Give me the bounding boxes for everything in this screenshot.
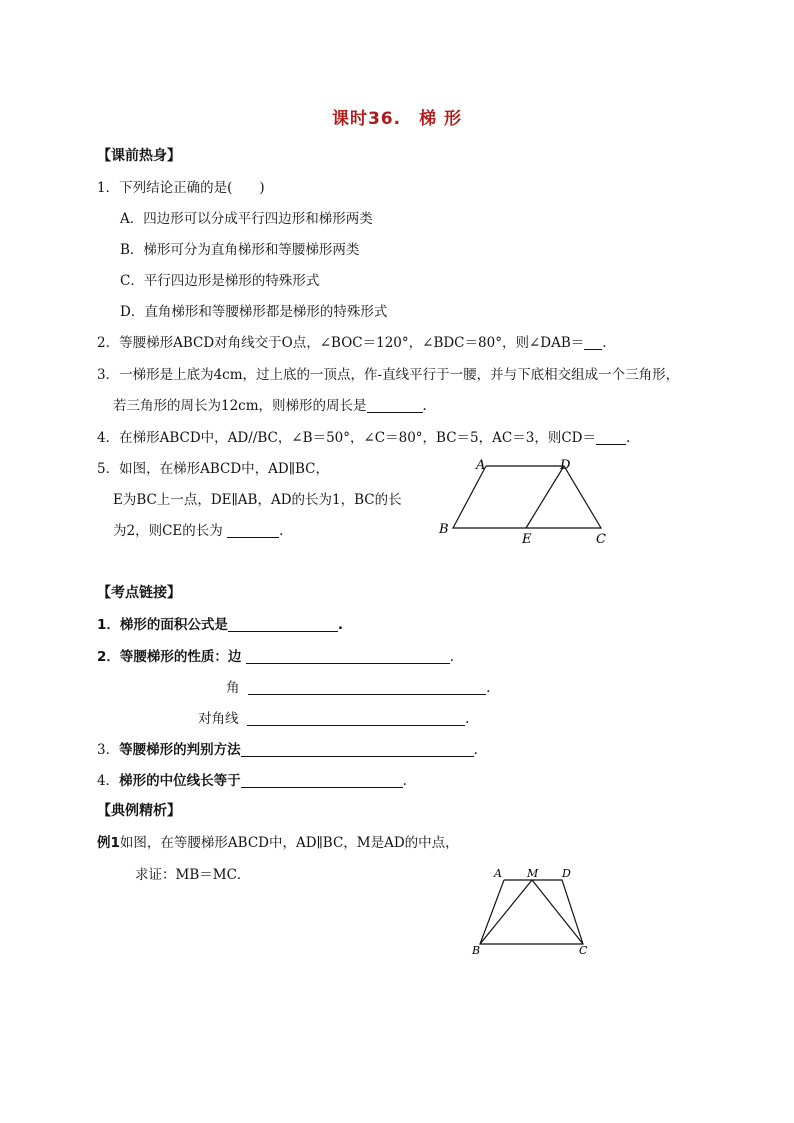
- answer-blank[interactable]: [247, 711, 465, 726]
- label-d: D: [560, 458, 571, 473]
- question-4: [97, 426, 630, 446]
- link-item-2-diagonal-end: .: [465, 711, 470, 727]
- question-1-option-d: D．直角梯形和等腰梯形都是梯形的特殊形式: [120, 304, 388, 320]
- question-5-line-2: E为BC上一点，DE∥AB，AD的长为1，BC的长: [113, 492, 402, 508]
- question-4-end: .: [625, 430, 631, 446]
- link-item-2-angle-label: 角: [226, 680, 240, 696]
- answer-blank[interactable]: [246, 649, 450, 664]
- answer-blank[interactable]: [596, 430, 626, 445]
- link-item-1-text: 1．梯形的面积公式是: [97, 617, 228, 633]
- label-a: A: [494, 867, 502, 880]
- example-1-label: 例1: [97, 835, 120, 851]
- link-item-4-number: 4．: [97, 773, 120, 789]
- question-3-line-1: 3．一梯形是上底为4cm，过上底的一顶点，作-直线平行于一腰，并与下底相交组成一个三角形，: [97, 367, 680, 383]
- label-b: B: [472, 944, 481, 957]
- link-item-1-end: .: [337, 617, 344, 633]
- page-title: 课时36. 梯 形: [331, 109, 463, 129]
- segment-mb: [480, 880, 532, 944]
- question-3-text: 若三角形的周长为12cm，则梯形的周长是: [113, 398, 367, 414]
- link-item-2-angle-end: .: [486, 680, 491, 696]
- link-item-3: [97, 738, 478, 758]
- trapezoid-outline: [480, 880, 583, 944]
- link-item-2-diagonal-label: 对角线: [198, 711, 239, 727]
- link-item-4: [97, 769, 407, 789]
- link-item-2-angle: [226, 676, 490, 696]
- answer-blank[interactable]: [241, 742, 474, 757]
- question-5-line-3: [113, 519, 283, 539]
- link-item-4-text: 梯形的中位线长等于: [119, 773, 241, 789]
- question-3-end: .: [422, 398, 427, 414]
- segment-de: [526, 466, 564, 528]
- question-2-end: .: [602, 335, 607, 351]
- label-c: C: [579, 944, 588, 957]
- label-b: B: [439, 522, 449, 537]
- trapezoid-outline: [453, 466, 601, 528]
- question-5-text: 为2，则CE的长为: [113, 523, 223, 539]
- segment-mc: [532, 880, 583, 944]
- question-1-option-b: B．梯形可分为直角梯形和等腰梯形两类: [120, 242, 360, 258]
- question-1-stem: 1．下列结论正确的是( ): [97, 180, 265, 196]
- link-item-2-diagonal: [198, 707, 469, 727]
- question-5-line-1: 5．如图，在梯形ABCD中，AD∥BC，: [97, 461, 329, 477]
- label-c: C: [596, 532, 606, 547]
- answer-blank[interactable]: [248, 680, 486, 695]
- link-item-2-text: 2．等腰梯形的性质：边: [97, 649, 242, 665]
- question-1-option-c: C．平行四边形是梯形的特殊形式: [120, 273, 320, 289]
- link-item-3-text: 等腰梯形的判别方法: [119, 742, 241, 758]
- label-a: A: [476, 458, 486, 473]
- label-d: D: [562, 867, 571, 880]
- question-4-text: 4．在梯形ABCD中，AD//BC，∠B＝50°，∠C＝80°，BC＝5，AC＝3，则CD＝: [97, 430, 596, 446]
- question-2-text: 2．等腰梯形ABCD对角线交于O点，∠BOC＝120°，∠BDC＝80°，则∠DAB＝: [97, 335, 585, 351]
- answer-blank[interactable]: [367, 398, 423, 413]
- label-m: M: [527, 867, 539, 880]
- example-1: [97, 831, 459, 851]
- trapezoid-figure-2: [466, 862, 596, 962]
- trapezoid-figure-1: [436, 455, 616, 550]
- question-3-line-2: [113, 394, 427, 414]
- answer-blank[interactable]: [584, 335, 602, 350]
- answer-blank[interactable]: [228, 617, 338, 632]
- link-item-4-end: .: [402, 773, 407, 789]
- link-item-2: [97, 645, 454, 665]
- example-1-text: 如图，在等腰梯形ABCD中，AD∥BC，M是AD的中点，: [119, 835, 459, 851]
- answer-blank[interactable]: [241, 773, 403, 788]
- link-item-2-end: .: [449, 649, 454, 665]
- answer-blank[interactable]: [227, 523, 279, 538]
- link-item-3-number: 3．: [97, 742, 120, 758]
- question-5-end: .: [279, 523, 284, 539]
- example-1-prove: 求证：MB＝MC．: [135, 867, 251, 883]
- section-heading-links: 【考点链接】: [97, 585, 181, 601]
- section-heading-warmup: 【课前热身】: [97, 148, 181, 164]
- label-e: E: [522, 532, 532, 547]
- section-heading-examples: 【典例精析】: [97, 803, 181, 819]
- question-2: [97, 331, 607, 351]
- link-item-1: [97, 613, 343, 633]
- question-1-option-a: A．四边形可以分成平行四边形和梯形两类: [120, 211, 373, 227]
- link-item-3-end: .: [473, 742, 478, 758]
